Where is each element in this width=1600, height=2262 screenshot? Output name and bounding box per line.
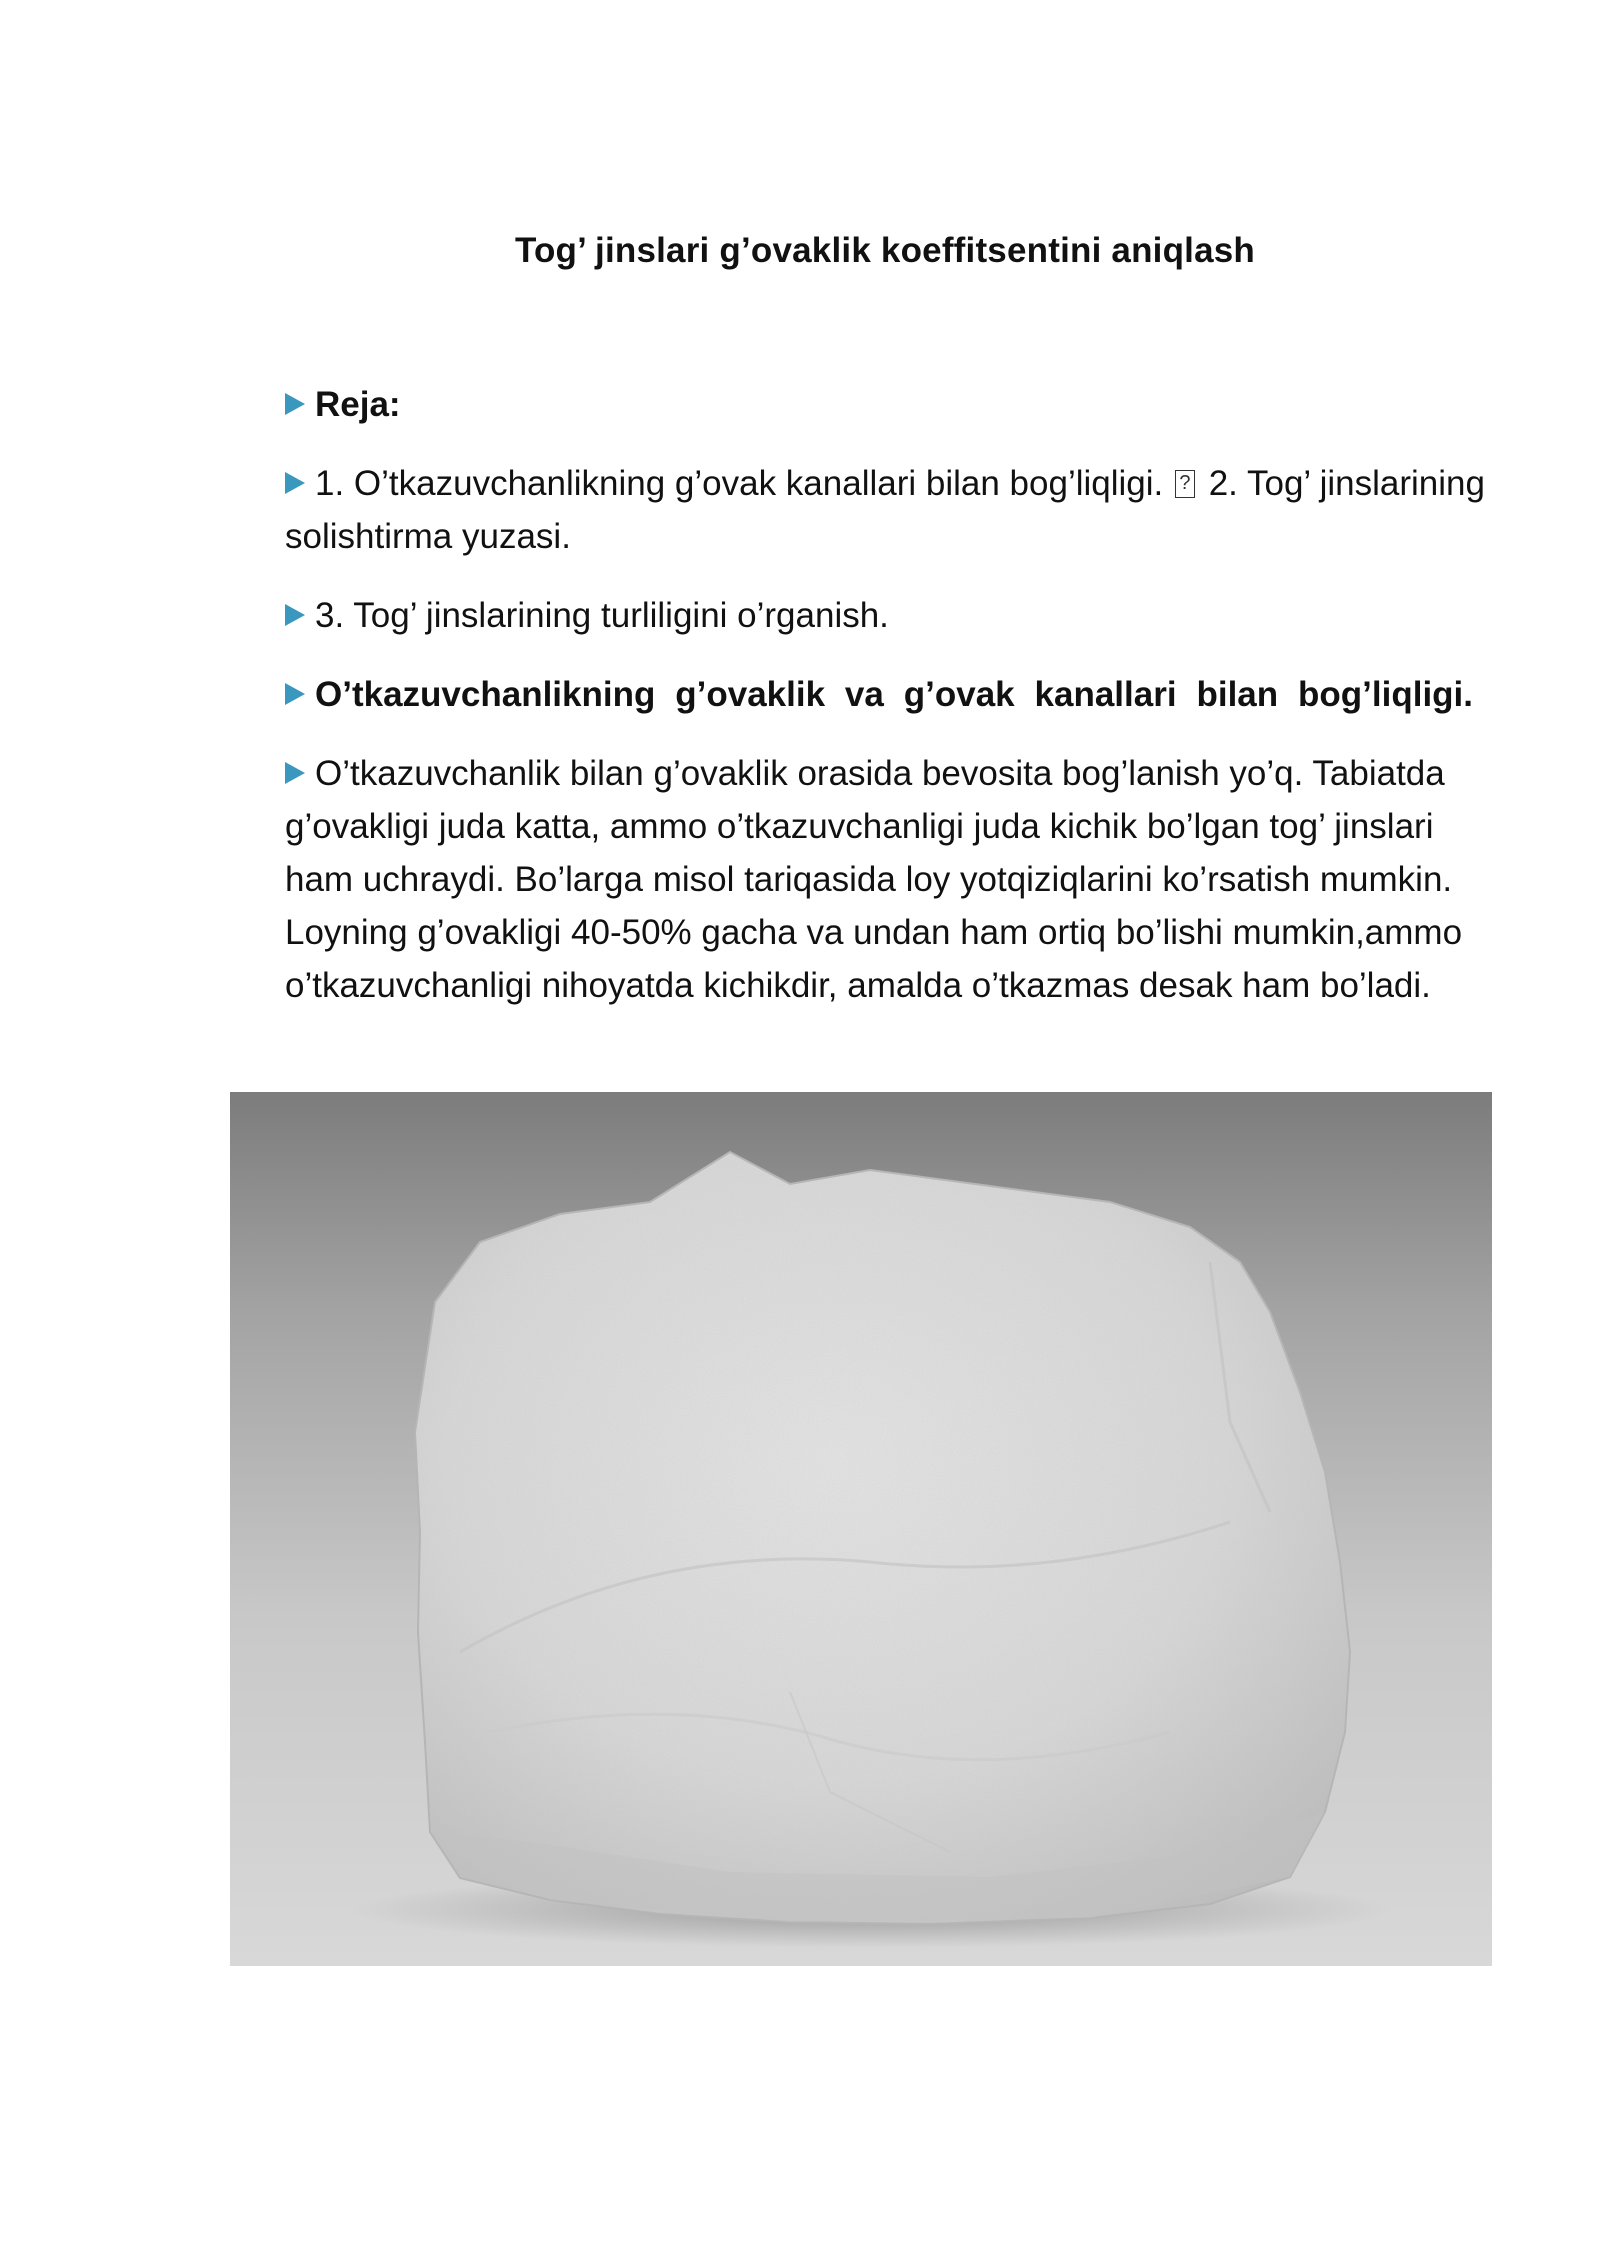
missing-glyph-icon: [1175, 470, 1195, 498]
plan-heading-text: Reja:: [315, 385, 401, 424]
section-heading-text: O’tkazuvchanlikning g’ovaklik va g’ovak kanallari bilan bog’liqligi.: [315, 675, 1473, 714]
document-title: Tog’ jinslari g’ovaklik koeffitsentini aniqlash: [514, 231, 1256, 270]
clay-rock-photo: [230, 1092, 1492, 1966]
plan-item-3: [285, 589, 1485, 642]
triangle-bullet-icon: [285, 683, 305, 705]
plan-item-3-text: 3. Tog’ jinslarining turliligini o’rganish.: [315, 596, 889, 635]
plan-heading: [285, 378, 1485, 431]
plan-item-1-text: 1. O’tkazuvchanlikning g’ovak kanallari bilan bog’liqligi.: [315, 464, 1173, 503]
clay-rock-illustration: [230, 1092, 1492, 1966]
plan-item-1-2: [285, 457, 1485, 563]
document-body: [285, 378, 1485, 1038]
triangle-bullet-icon: [285, 762, 305, 784]
triangle-bullet-icon: [285, 472, 305, 494]
triangle-bullet-icon: [285, 604, 305, 626]
body-paragraph-text: O’tkazuvchanlik bilan g’ovaklik orasida bevosita bog’lanish yo’q. Tabiatda g’ovakligi juda katta, ammo o’tkazuvchanligi juda kichik bo’lgan tog’ jinslari ham uchraydi. Bo’larga misol tariqasida loy yotqiziqlarini ko’rsatish mumkin. Loyning g’ovakligi 40-50% gacha va undan ham ortiq bo’lishi mumkin,ammo o’tkazuvchanligi nihoyatda kichikdir, amalda o’tkazmas desak ham bo’ladi.: [285, 754, 1463, 1005]
body-paragraph: [285, 747, 1485, 1012]
plan-item-2-text: 2. Tog’ jinslarining solishtirma yuzasi.: [285, 464, 1485, 556]
triangle-bullet-icon: [285, 393, 305, 415]
section-heading: [285, 668, 1473, 721]
